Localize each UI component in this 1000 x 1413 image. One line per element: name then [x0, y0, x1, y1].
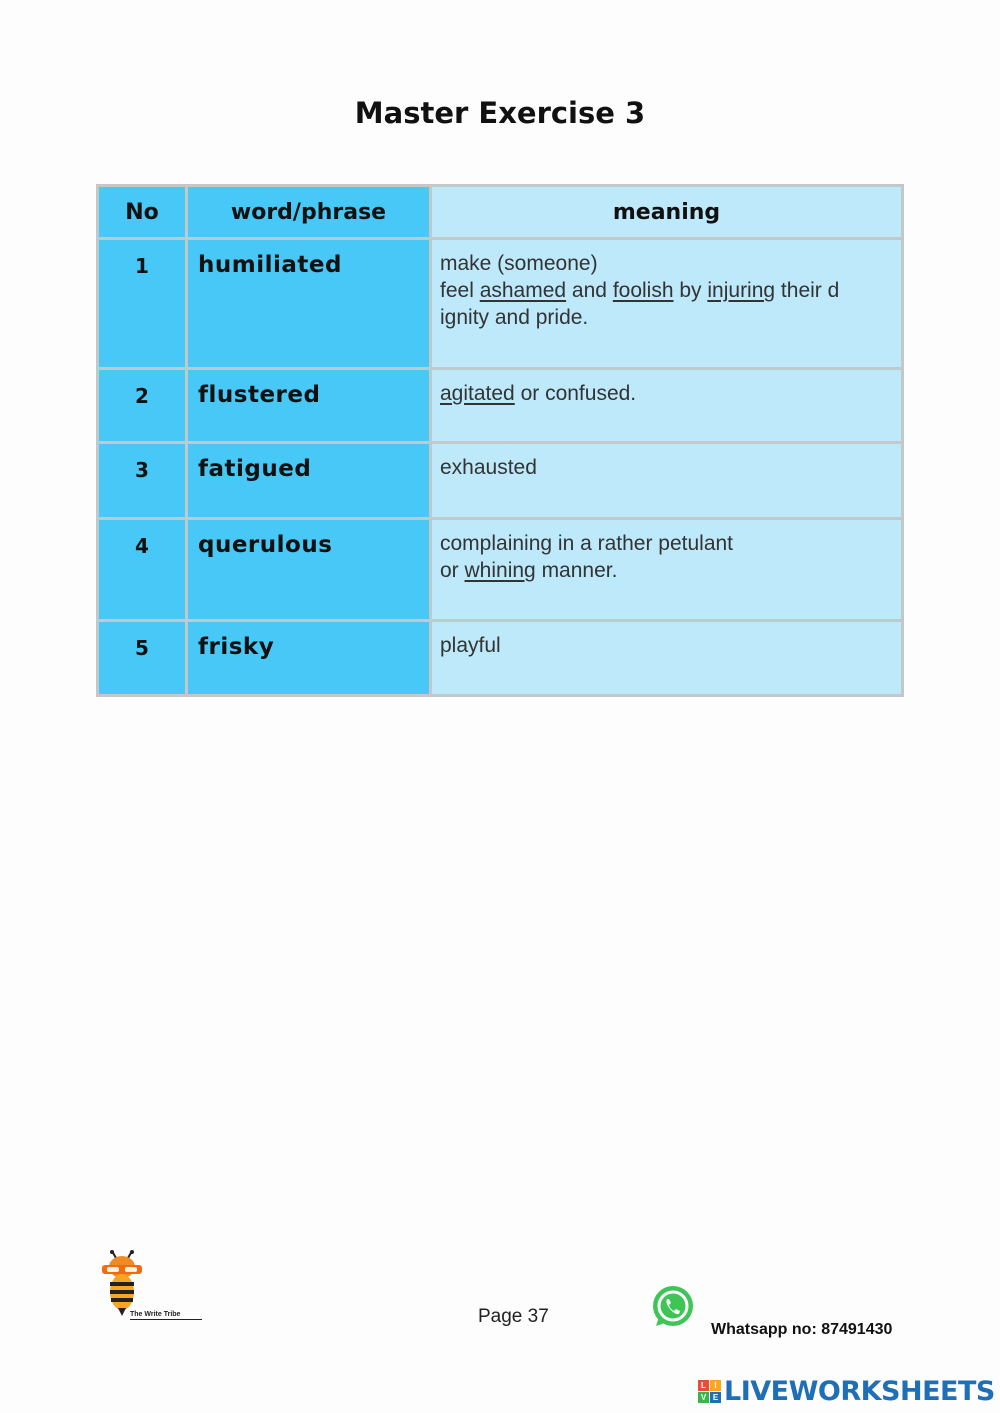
linked-word[interactable]: ashamed	[479, 279, 567, 302]
row-meaning: agitated or confused.	[431, 369, 903, 443]
header-word-phrase: word/phrase	[187, 186, 431, 239]
whatsapp-number: Whatsapp no: 87491430	[711, 1321, 893, 1338]
row-meaning	[431, 519, 903, 621]
whatsapp-icon	[650, 1284, 696, 1335]
meaning-line: complaining in a rather petulant	[440, 532, 734, 555]
row-word: humiliated	[187, 239, 431, 369]
linked-word[interactable]: foolish	[612, 279, 674, 302]
row-meaning	[431, 239, 903, 369]
vocabulary-table	[96, 184, 904, 697]
meaning-line: ignity and pride.	[440, 306, 589, 329]
meaning-line: make (someone)	[440, 252, 598, 275]
header-meaning: meaning	[431, 186, 903, 239]
row-number: 4	[98, 519, 187, 621]
table-row	[98, 443, 903, 519]
liveworksheets-brand[interactable]	[698, 1376, 995, 1407]
table-row	[98, 621, 903, 696]
page-title: Master Exercise 3	[354, 96, 646, 130]
table-row	[98, 369, 903, 443]
header-no: No	[98, 186, 187, 239]
row-number: 3	[98, 443, 187, 519]
meaning-line: or whining manner.	[440, 559, 618, 582]
row-number: 1	[98, 239, 187, 369]
row-number: 5	[98, 621, 187, 696]
page-number: Page 37	[478, 1306, 549, 1327]
meaning-line: feel ashamed and foolish by injuring their d	[440, 279, 840, 302]
row-meaning: exhausted	[431, 443, 903, 519]
row-word: flustered	[187, 369, 431, 443]
row-word: fatigued	[187, 443, 431, 519]
logo-caption: The Write Tribe	[130, 1311, 202, 1320]
row-word: frisky	[187, 621, 431, 696]
liveworksheets-logo-icon: L I V E	[698, 1380, 721, 1403]
row-number: 2	[98, 369, 187, 443]
row-meaning: playful	[431, 621, 903, 696]
table-header-row	[98, 186, 903, 239]
linked-word[interactable]: whining	[464, 559, 536, 582]
table-row	[98, 519, 903, 621]
row-word: querulous	[187, 519, 431, 621]
linked-word[interactable]: injuring	[707, 279, 776, 302]
brand-text: LIVEWORKSHEETS	[724, 1376, 995, 1407]
table-row	[98, 239, 903, 369]
linked-word[interactable]: agitated	[440, 382, 515, 405]
